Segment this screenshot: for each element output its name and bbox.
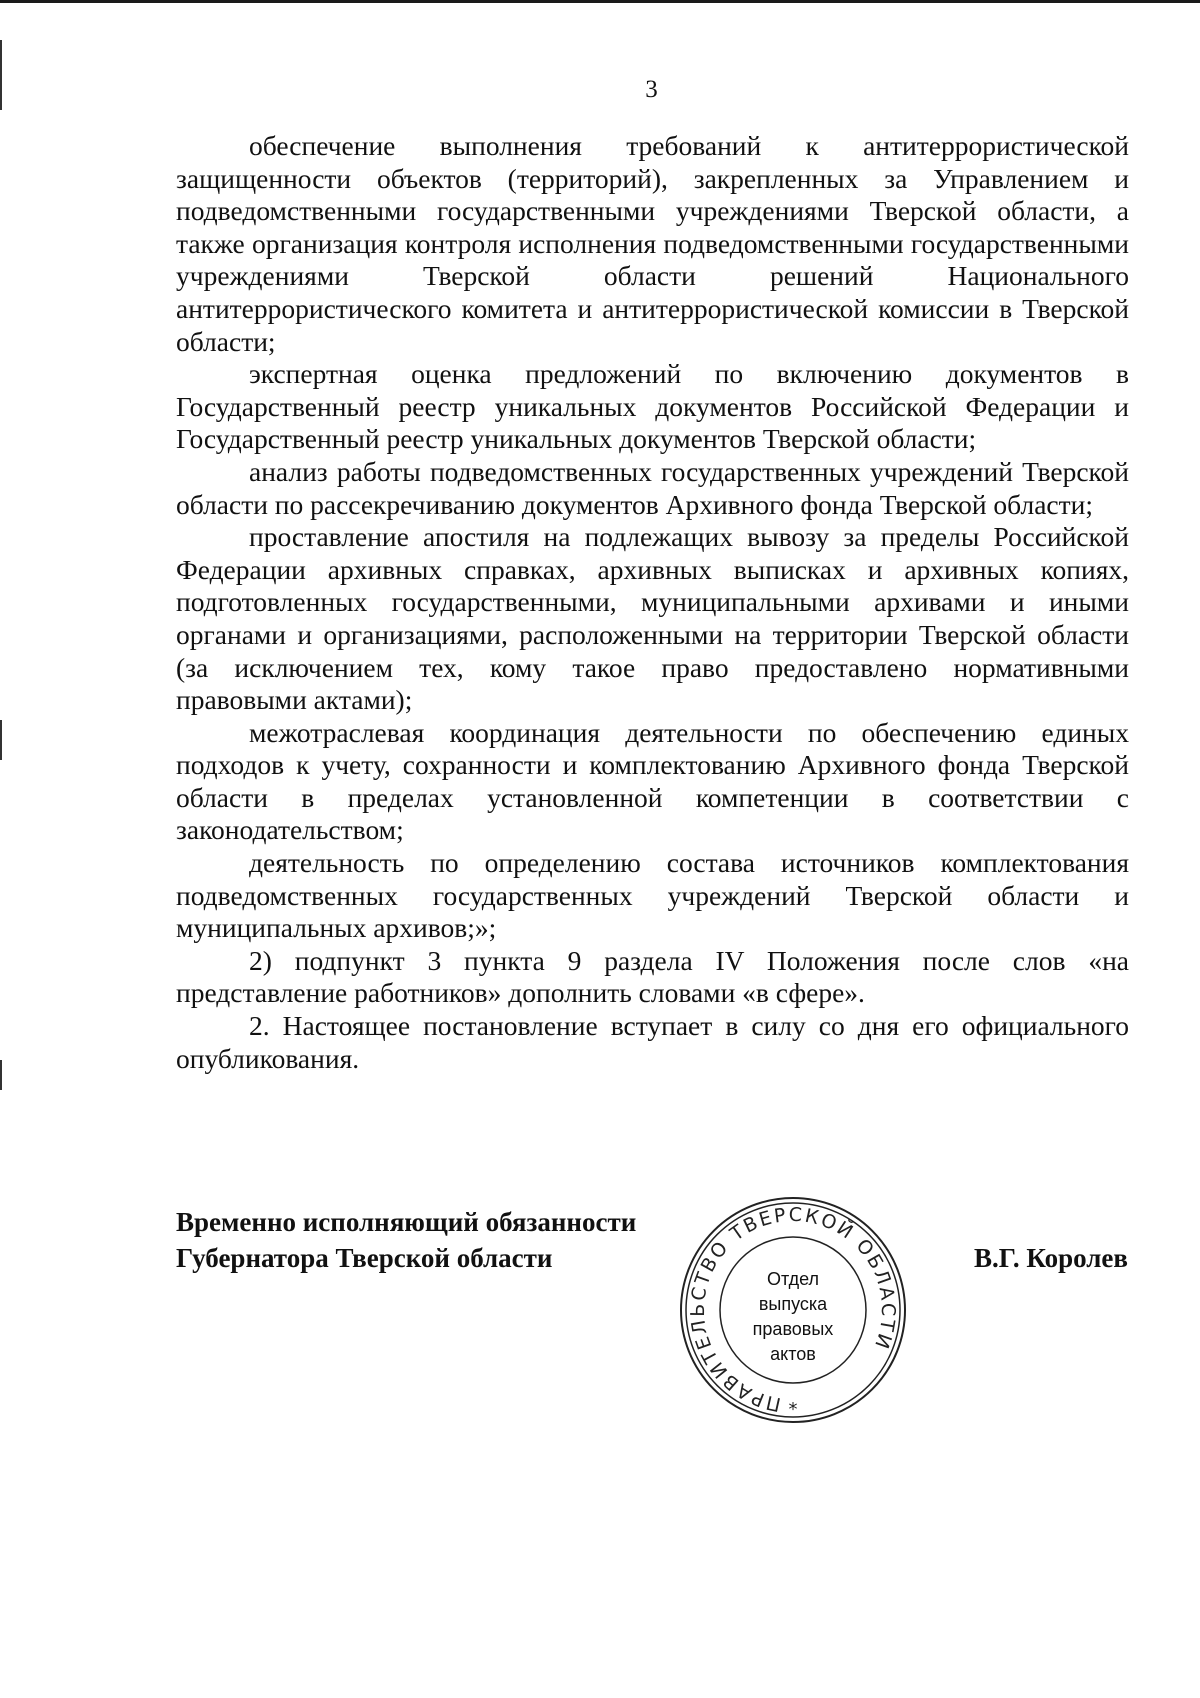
stamp-center-line: выпуска <box>758 1294 828 1314</box>
document-body <box>176 130 1129 1075</box>
paragraph: 2) подпункт 3 пункта 9 раздела IV Положения после слов «на представление работников» дополнить словами «в сфере». <box>176 944 1129 1009</box>
paragraph: анализ работы подведомственных государственных учреждений Тверской области по рассекречиванию документов Архивного фонда Тверской области; <box>176 455 1129 520</box>
paragraph: деятельность по определению состава источников комплектования подведомственных государственных учреждений Тверской области и муниципальных архивов;»; <box>176 847 1129 944</box>
paragraph: межотраслевая координация деятельности по обеспечению единых подходов к учету, сохранности и комплектованию Архивного фонда Тверской области в пределах установленной компетенции в соответствии с законодательством; <box>176 716 1129 846</box>
paragraph: экспертная оценка предложений по включению документов в Государственный реестр уникальных документов Российской Федерации и Государственный реестр уникальных документов Тверской области; <box>176 358 1129 455</box>
signature-position-line: Губернатора Тверской области <box>176 1243 553 1273</box>
scan-top-edge <box>0 0 1200 3</box>
official-stamp <box>678 1195 908 1425</box>
scan-edge-mark <box>0 1060 2 1090</box>
scan-edge-mark <box>0 720 2 760</box>
stamp-center-line: Отдел <box>766 1269 820 1289</box>
stamp-center-line: актов <box>770 1344 816 1364</box>
stamp-star-icon: * <box>788 1399 798 1420</box>
stamp-ring-text: ПРАВИТЕЛЬСТВО ТВЕРСКОЙ ОБЛАСТИ <box>686 1203 900 1416</box>
stamp-center-line: правовых <box>752 1319 834 1339</box>
signer-name: В.Г. Королев <box>974 1243 1128 1273</box>
paragraph: обеспечение выполнения требований к антитеррористической защищенности объектов (территорий), закрепленных за Управлением и подведомственными государственными учреждениями Тверской области, а также организация контроля исполнения подведомственными государственными учреждениями Тверской области решений Национального антитеррористического комитета и антитеррористической комиссии в Тверской области; <box>176 130 1129 357</box>
page-number: 3 <box>645 76 658 103</box>
stamp-center-text <box>733 1267 853 1367</box>
paragraph: проставление апостиля на подлежащих вывозу за пределы Российской Федерации архивных справках, архивных выписках и архивных копиях, подготовленных государственными, муниципальными архивами и иными органами и организациями, расположенными на территории Тверской области (за исключением тех, кому такое право предоставлено нормативными правовыми актами); <box>176 521 1129 716</box>
signature-position <box>176 1204 636 1276</box>
signature-position-line: Временно исполняющий обязанности <box>176 1207 637 1237</box>
paragraph: 2. Настоящее постановление вступает в силу со дня его официального опубликования. <box>176 1010 1129 1074</box>
